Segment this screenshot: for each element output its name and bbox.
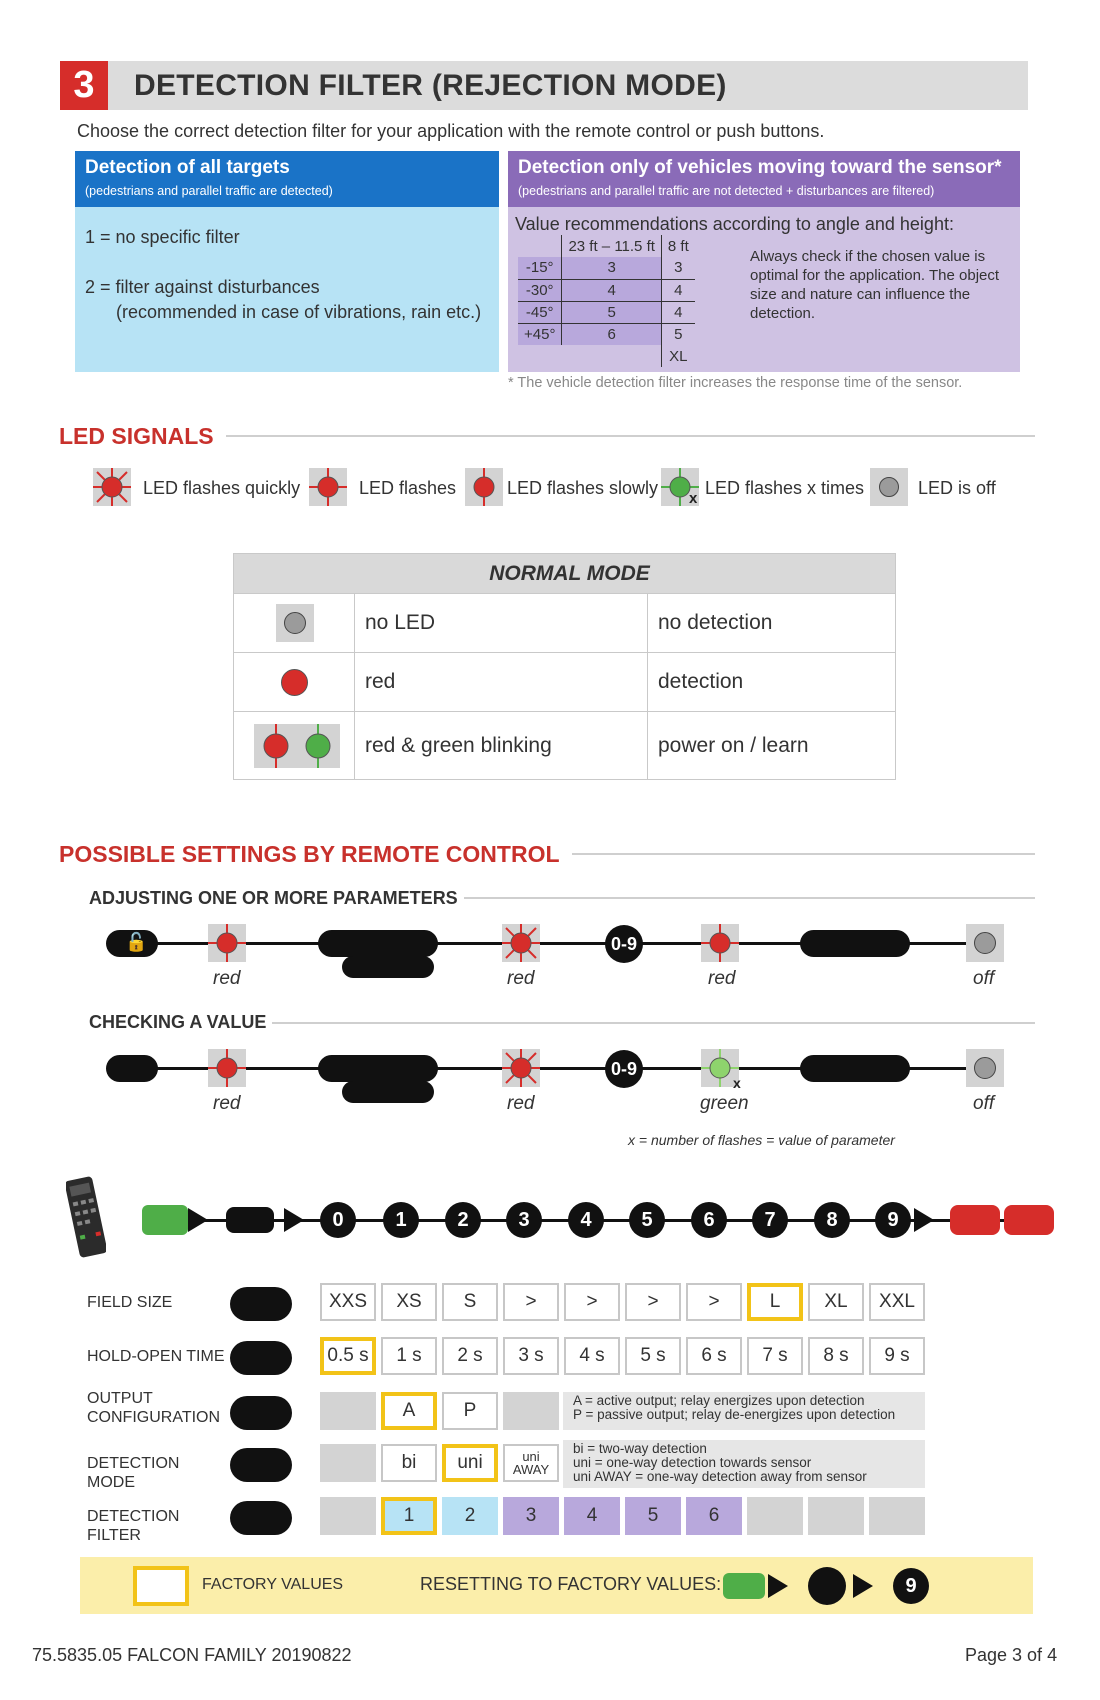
table-row: +45° 6 5 <box>518 323 695 345</box>
field-size-icon <box>230 1287 292 1321</box>
filter-item-2-note: (recommended in case of vibrations, rain etc.) <box>116 302 482 322</box>
reset-key-icon <box>808 1567 846 1605</box>
table-row: -15° 3 3 <box>518 257 695 279</box>
setting-cell: 8 s <box>808 1337 864 1375</box>
recommend-text: Value recommendations according to angle and height: <box>515 214 954 234</box>
legend-label: LED flashes quickly <box>143 478 301 498</box>
filter-icon <box>230 1501 292 1535</box>
setting-cell: > <box>564 1283 620 1321</box>
section-title: DETECTION FILTER (REJECTION MODE) <box>134 68 727 102</box>
setting-label: DETECTION FILTER <box>87 1508 180 1544</box>
led-flash-x-icon <box>701 1049 741 1091</box>
table-row: no LED no detection <box>234 594 896 653</box>
setting-cell: S <box>442 1283 498 1321</box>
x-mark: x <box>689 490 698 507</box>
footer-page: Page 3 of 4 <box>965 1645 1058 1665</box>
led-off-icon <box>870 468 908 506</box>
setting-cell: 5 <box>625 1497 681 1535</box>
factory-label: FACTORY VALUES <box>202 1576 344 1593</box>
unlock-key-icon <box>106 1055 158 1082</box>
setting-cell: 1 s <box>381 1337 437 1375</box>
description-line: uni AWAY = one-way detection away from sensor <box>573 1469 867 1484</box>
led-red-icon <box>281 669 308 696</box>
led-off-icon <box>966 1049 1004 1087</box>
setting-label: HOLD-OPEN TIME <box>87 1348 225 1365</box>
factory-swatch <box>133 1566 189 1606</box>
clock-icon <box>230 1341 292 1375</box>
setting-cell: XXS <box>320 1283 376 1321</box>
led-off-icon <box>276 604 314 642</box>
setting-cell: 2 <box>442 1497 498 1535</box>
led-label: red <box>507 968 535 989</box>
digit-4-key: 4 <box>568 1202 604 1238</box>
parameter-keys-icon <box>342 1081 434 1103</box>
digit-2-key: 2 <box>445 1202 481 1238</box>
unlock-key-icon: 🔓 <box>106 930 158 957</box>
sequence-check <box>100 1043 1035 1118</box>
setting-cell <box>320 1392 376 1430</box>
digit-9-key: 9 <box>893 1568 929 1604</box>
panel-subtitle: (pedestrians and parallel traffic are not detected + disturbances are filtered) <box>518 184 935 198</box>
unlock-key-icon <box>723 1573 765 1599</box>
x-mark: x <box>733 1075 741 1091</box>
description-line: uni = one-way detection towards sensor <box>573 1455 812 1470</box>
led-flash-icon <box>309 468 347 506</box>
panel-vehicles <box>508 151 1020 372</box>
led-label: red <box>708 968 736 989</box>
panel-all-targets <box>75 151 499 372</box>
led-flash-quick-icon <box>502 924 540 962</box>
check-title: CHECKING A VALUE <box>89 1012 272 1033</box>
table-row: red & green blinking power on / learn <box>234 712 896 780</box>
setting-cell: 7 s <box>747 1337 803 1375</box>
lock-key-icon <box>1004 1205 1054 1235</box>
table-header: 8 ft <box>661 235 694 257</box>
digit-5-key: 5 <box>629 1202 665 1238</box>
setting-cell <box>747 1497 803 1535</box>
setting-cell: 3 <box>503 1497 559 1535</box>
setting-cell: 4 <box>564 1497 620 1535</box>
normal-mode-table <box>233 553 896 780</box>
legend-label: LED flashes <box>359 478 457 498</box>
setting-cell: uni <box>442 1444 498 1482</box>
digit-6-key: 6 <box>691 1202 727 1238</box>
adjust-title: ADJUSTING ONE OR MORE PARAMETERS <box>89 888 464 909</box>
led-legend <box>93 468 1033 514</box>
recommend-note: Always check if the chosen value is optimal for the application. The object size and nature can influence the detection. <box>750 248 1000 322</box>
xl-label: XL <box>669 347 688 365</box>
reset-label: RESETTING TO FACTORY VALUES: <box>420 1574 722 1594</box>
table-row: -30° 4 4 <box>518 279 695 301</box>
recommend-table <box>518 235 695 367</box>
description-line: A = active output; relay energizes upon detection <box>573 1393 865 1408</box>
setting-cell: P <box>442 1392 498 1430</box>
led-label: red <box>213 1093 241 1114</box>
arrow-icon <box>914 1208 934 1232</box>
setting-cell: L <box>747 1283 803 1321</box>
direction-icon <box>230 1448 292 1482</box>
led-label: green <box>700 1093 749 1114</box>
digit-1-key: 1 <box>383 1202 419 1238</box>
sequence-adjust <box>100 918 1035 993</box>
arrow-icon <box>853 1574 873 1598</box>
led-flash-quick-icon <box>502 1049 540 1087</box>
led-label: red <box>213 968 241 989</box>
remote-control-icon <box>66 1176 106 1258</box>
setting-cell: XL <box>808 1283 864 1321</box>
panel-all-targets-header <box>75 151 499 207</box>
arrow-icon <box>284 1208 304 1232</box>
setting-label: DETECTION MODE <box>87 1455 180 1491</box>
lock-keys-icon <box>800 930 910 957</box>
setting-cell: 3 s <box>503 1337 559 1375</box>
led-off-icon <box>966 924 1004 962</box>
table-header: 23 ft – 11.5 ft <box>562 235 661 257</box>
lock-keys-icon <box>800 1055 910 1082</box>
setting-cell: > <box>625 1283 681 1321</box>
digit-0-key: 0 <box>320 1202 356 1238</box>
digit-9-key: 9 <box>875 1202 911 1238</box>
digit-key: 0-9 <box>605 925 643 963</box>
footnote: * The vehicle detection filter increases the response time of the sensor. <box>508 375 963 391</box>
unlock-key-icon <box>142 1205 188 1235</box>
setting-cell: 6 <box>686 1497 742 1535</box>
setting-cell: bi <box>381 1444 437 1482</box>
led-label: off <box>973 968 995 989</box>
description-line: bi = two-way detection <box>573 1441 707 1456</box>
setting-label: FIELD SIZE <box>87 1294 173 1311</box>
setting-label: OUTPUT CONFIGURATION <box>87 1390 221 1426</box>
flash-note: x = number of flashes = value of parameter <box>628 1132 895 1148</box>
panel-vehicles-header <box>508 151 1020 207</box>
parameter-keys-icon <box>318 1055 438 1082</box>
setting-description <box>563 1392 925 1430</box>
led-flash-icon <box>701 924 739 962</box>
digit-7-key: 7 <box>752 1202 788 1238</box>
setting-cell: uni AWAY <box>503 1444 559 1482</box>
lock-key-icon <box>950 1205 1000 1235</box>
setting-cell: > <box>503 1283 559 1321</box>
legend-label: LED is off <box>918 478 996 498</box>
setting-description <box>563 1440 925 1488</box>
panel-title: Detection only of vehicles moving toward the sensor* <box>518 157 1002 178</box>
digit-3-key: 3 <box>506 1202 542 1238</box>
description-line: P = passive output; relay de-energizes upon detection <box>573 1407 896 1422</box>
led-red-green-icon <box>254 724 340 768</box>
section-header <box>60 61 1028 110</box>
led-signals-title: LED SIGNALS <box>59 423 226 450</box>
table-title: NORMAL MODE <box>234 554 896 594</box>
setting-cell: 5 s <box>625 1337 681 1375</box>
arrow-icon <box>188 1208 208 1232</box>
legend-label: LED flashes x times <box>705 478 865 498</box>
filter-item-1: 1 = no specific filter <box>85 227 240 247</box>
setting-cell <box>320 1497 376 1535</box>
setting-cell: 1 <box>381 1497 437 1535</box>
setting-cell: A <box>381 1392 437 1430</box>
filter-item-2: 2 = filter against disturbances <box>85 277 320 297</box>
intro-text: Choose the correct detection filter for your application with the remote control or push buttons. <box>77 121 825 141</box>
arrow-icon <box>768 1574 788 1598</box>
setting-cell: 6 s <box>686 1337 742 1375</box>
remote-title: POSSIBLE SETTINGS BY REMOTE CONTROL <box>59 841 572 868</box>
setting-cell: XS <box>381 1283 437 1321</box>
setting-cell: 2 s <box>442 1337 498 1375</box>
led-flash-quick-icon <box>93 468 131 506</box>
setting-cell: > <box>686 1283 742 1321</box>
panel-title: Detection of all targets <box>85 157 290 178</box>
remote-digit-row <box>138 1200 1053 1240</box>
led-flash-x-icon <box>661 468 699 506</box>
setting-cell <box>808 1497 864 1535</box>
section-number: 3 <box>60 61 108 110</box>
led-flash-icon <box>208 1049 246 1087</box>
setting-cell <box>503 1392 559 1430</box>
setting-cell: 0.5 s <box>320 1337 376 1375</box>
setting-cell: 4 s <box>564 1337 620 1375</box>
table-row: -45° 5 4 <box>518 301 695 323</box>
led-flash-icon <box>208 924 246 962</box>
panel-subtitle: (pedestrians and parallel traffic are detected) <box>85 184 333 198</box>
parameter-keys-icon <box>318 930 438 957</box>
setting-cell <box>869 1497 925 1535</box>
digit-8-key: 8 <box>814 1202 850 1238</box>
digit-key: 0-9 <box>605 1050 643 1088</box>
led-label: red <box>507 1093 535 1114</box>
setting-cell: 9 s <box>869 1337 925 1375</box>
setting-cell <box>320 1444 376 1482</box>
output-icon <box>230 1396 292 1430</box>
led-label: off <box>973 1093 995 1114</box>
table-row: red detection <box>234 653 896 712</box>
factory-bar <box>80 1557 1033 1614</box>
legend-label: LED flashes slowly <box>507 478 659 498</box>
footer-doc-id: 75.5835.05 FALCON FAMILY 20190822 <box>32 1645 352 1665</box>
setting-cell: XXL <box>869 1283 925 1321</box>
parameter-key-icon <box>226 1207 274 1233</box>
led-flash-slow-icon <box>465 468 503 506</box>
parameter-keys-icon <box>342 956 434 978</box>
